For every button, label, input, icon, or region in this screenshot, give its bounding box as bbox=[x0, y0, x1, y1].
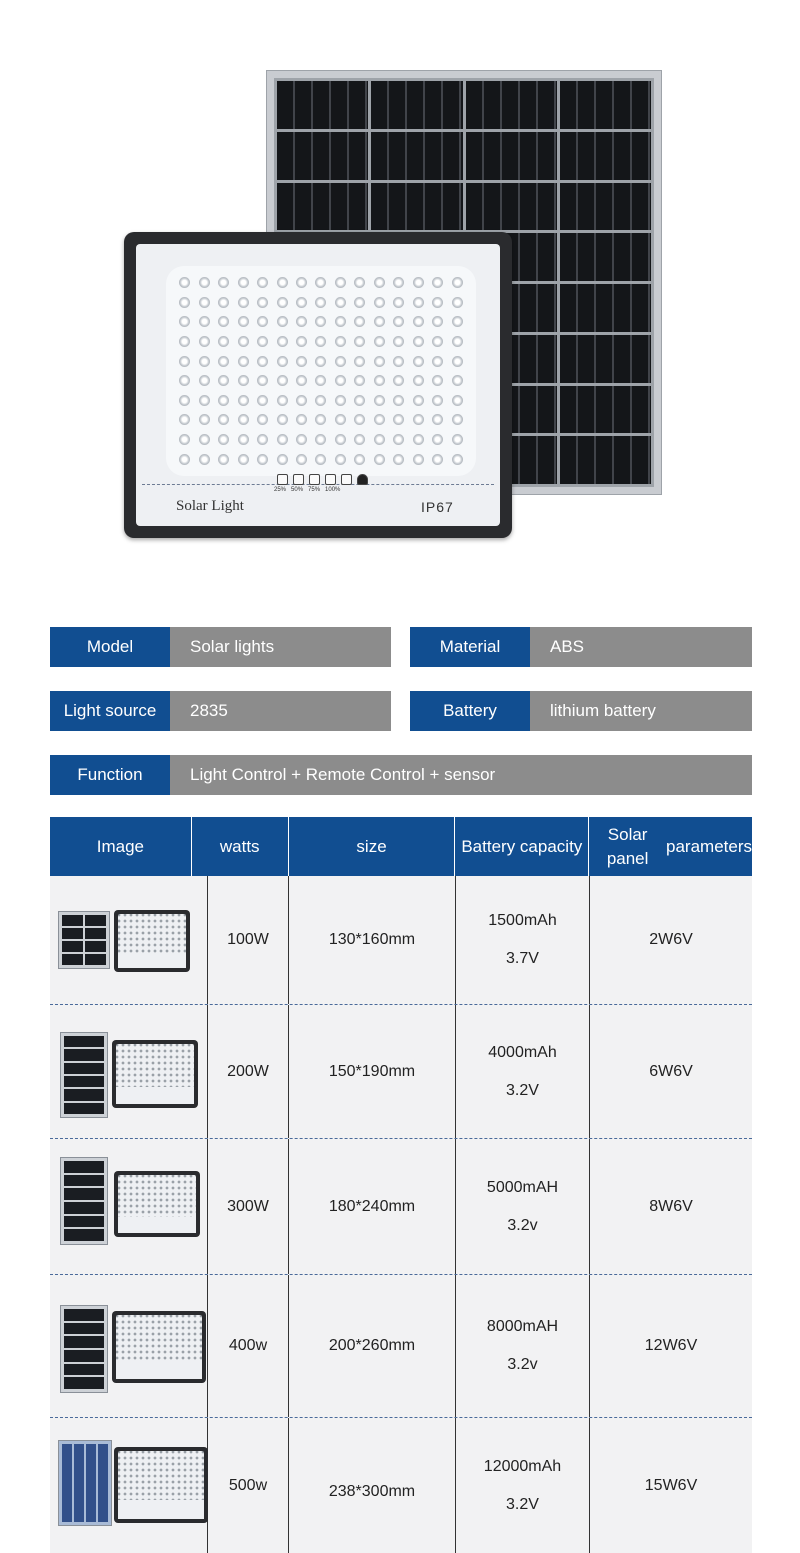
led-dot bbox=[393, 375, 404, 386]
led-dot bbox=[374, 336, 385, 347]
led-dot bbox=[354, 336, 365, 347]
led-dot bbox=[296, 316, 307, 327]
led-dot bbox=[296, 356, 307, 367]
spec-key-material: Material bbox=[410, 627, 530, 667]
row-size: 200*260mm bbox=[288, 1275, 455, 1417]
row-battery bbox=[455, 1418, 589, 1553]
led-dot bbox=[277, 356, 288, 367]
led-dot bbox=[218, 454, 229, 465]
led-dot bbox=[218, 414, 229, 425]
row-battery bbox=[455, 1275, 589, 1417]
led-dot bbox=[277, 414, 288, 425]
spec-key-function: Function bbox=[50, 755, 170, 795]
lamp-brand-label: Solar Light bbox=[176, 498, 244, 514]
product-spec-table bbox=[50, 817, 752, 1553]
led-dot bbox=[413, 454, 424, 465]
led-dot bbox=[218, 395, 229, 406]
indicator-light bbox=[325, 474, 336, 485]
led-dot bbox=[452, 297, 463, 308]
led-dot bbox=[393, 395, 404, 406]
led-dot bbox=[199, 395, 210, 406]
led-dot bbox=[354, 454, 365, 465]
table-row bbox=[50, 1005, 752, 1139]
spec-value-model: Solar lights bbox=[170, 627, 391, 667]
header-battery-capacity: Battery capacity bbox=[455, 817, 589, 876]
led-dot bbox=[238, 414, 249, 425]
row-voltage: 3.2v bbox=[507, 1356, 538, 1373]
led-dot bbox=[374, 434, 385, 445]
header-watts: watts bbox=[192, 817, 289, 876]
led-dot bbox=[432, 395, 443, 406]
led-dot bbox=[179, 434, 190, 445]
row-size: 150*190mm bbox=[288, 1005, 455, 1138]
led-dot bbox=[199, 375, 210, 386]
row-image bbox=[50, 1418, 207, 1553]
row-image bbox=[50, 1005, 207, 1138]
table-row bbox=[50, 876, 752, 1005]
led-dot bbox=[238, 454, 249, 465]
led-dot bbox=[335, 316, 346, 327]
product-thumbnail bbox=[54, 1139, 204, 1274]
row-size: 130*160mm bbox=[288, 876, 455, 1004]
header-solar-panel bbox=[589, 817, 752, 876]
led-dot bbox=[315, 277, 326, 288]
led-dot bbox=[218, 434, 229, 445]
led-dot bbox=[218, 356, 229, 367]
led-dot bbox=[413, 434, 424, 445]
led-dot bbox=[374, 356, 385, 367]
product-thumbnail bbox=[54, 1005, 204, 1138]
led-dot bbox=[413, 375, 424, 386]
row-watts: 400w bbox=[207, 1275, 288, 1417]
spec-key-model: Model bbox=[50, 627, 170, 667]
row-capacity: 5000mAH bbox=[486, 1178, 559, 1196]
led-dot bbox=[393, 434, 404, 445]
led-dot bbox=[335, 277, 346, 288]
row-image bbox=[50, 876, 207, 1004]
spec-function bbox=[50, 755, 752, 795]
led-dot bbox=[238, 434, 249, 445]
led-dot bbox=[452, 356, 463, 367]
led-dot bbox=[199, 316, 210, 327]
led-dot bbox=[432, 277, 443, 288]
led-dot bbox=[354, 316, 365, 327]
led-dot bbox=[393, 297, 404, 308]
table-header bbox=[50, 817, 752, 876]
led-dot bbox=[452, 454, 463, 465]
led-dot bbox=[393, 454, 404, 465]
lamp-ip-rating: IP67 bbox=[421, 499, 454, 515]
led-dot bbox=[452, 336, 463, 347]
row-panel: 12W6V bbox=[589, 1275, 752, 1417]
led-dot bbox=[315, 316, 326, 327]
indicator-labels bbox=[274, 487, 340, 493]
led-dot bbox=[257, 375, 268, 386]
row-voltage: 3.2V bbox=[506, 1496, 539, 1513]
led-dot bbox=[432, 434, 443, 445]
led-dot bbox=[277, 454, 288, 465]
led-dot bbox=[452, 277, 463, 288]
spec-value-material: ABS bbox=[530, 627, 752, 667]
led-dot bbox=[315, 434, 326, 445]
led-dot bbox=[199, 356, 210, 367]
led-dot bbox=[238, 277, 249, 288]
row-battery bbox=[455, 1005, 589, 1138]
product-thumbnail bbox=[54, 1418, 204, 1553]
led-dot bbox=[413, 414, 424, 425]
led-dot bbox=[413, 356, 424, 367]
led-dot bbox=[393, 414, 404, 425]
led-dot bbox=[354, 414, 365, 425]
product-thumbnail bbox=[54, 1275, 204, 1417]
led-dot bbox=[238, 316, 249, 327]
led-dot bbox=[179, 454, 190, 465]
led-dot bbox=[374, 454, 385, 465]
led-dot bbox=[393, 316, 404, 327]
led-dot bbox=[432, 356, 443, 367]
led-dot bbox=[335, 297, 346, 308]
row-panel: 2W6V bbox=[589, 876, 752, 1004]
led-dot bbox=[315, 297, 326, 308]
led-dot bbox=[432, 454, 443, 465]
led-dot bbox=[257, 316, 268, 327]
led-dot bbox=[199, 414, 210, 425]
led-dot bbox=[374, 414, 385, 425]
spec-battery bbox=[410, 691, 752, 731]
led-dot bbox=[277, 395, 288, 406]
led-dot bbox=[238, 395, 249, 406]
spec-key-battery: Battery bbox=[410, 691, 530, 731]
row-panel: 8W6V bbox=[589, 1139, 752, 1274]
led-dot bbox=[335, 375, 346, 386]
led-array bbox=[166, 266, 476, 476]
led-dot bbox=[296, 434, 307, 445]
led-dot bbox=[277, 316, 288, 327]
led-dot bbox=[413, 277, 424, 288]
led-dot bbox=[452, 414, 463, 425]
led-dot bbox=[354, 375, 365, 386]
led-dot bbox=[257, 395, 268, 406]
indicator-label: 50% bbox=[291, 487, 304, 493]
indicator-label: 75% bbox=[308, 487, 321, 493]
led-dot bbox=[315, 375, 326, 386]
header-image: Image bbox=[50, 817, 192, 876]
led-dot bbox=[432, 414, 443, 425]
led-dot bbox=[257, 336, 268, 347]
led-dot bbox=[452, 434, 463, 445]
led-dot bbox=[452, 316, 463, 327]
led-dot bbox=[179, 277, 190, 288]
row-watts: 200W bbox=[207, 1005, 288, 1138]
led-dot bbox=[257, 277, 268, 288]
led-dot bbox=[413, 297, 424, 308]
product-thumbnail bbox=[54, 876, 204, 1004]
flood-light-image bbox=[124, 232, 512, 538]
row-voltage: 3.2v bbox=[507, 1216, 538, 1234]
row-watts: 300W bbox=[207, 1139, 288, 1274]
led-dot bbox=[296, 277, 307, 288]
led-dot bbox=[296, 395, 307, 406]
row-image bbox=[50, 1275, 207, 1417]
row-watts: 500w bbox=[207, 1418, 288, 1553]
spec-light-source bbox=[50, 691, 391, 731]
row-capacity: 8000mAH bbox=[486, 1318, 559, 1335]
led-dot bbox=[179, 395, 190, 406]
led-dot bbox=[335, 356, 346, 367]
led-dot bbox=[315, 454, 326, 465]
indicator-light bbox=[293, 474, 304, 485]
indicator-label: 100% bbox=[325, 487, 341, 493]
spec-value-battery: lithium battery bbox=[530, 691, 752, 731]
led-dot bbox=[374, 375, 385, 386]
led-dot bbox=[335, 454, 346, 465]
led-dot bbox=[296, 414, 307, 425]
row-voltage: 3.7V bbox=[506, 950, 539, 967]
spec-key-light-source: Light source bbox=[50, 691, 170, 731]
led-dot bbox=[257, 454, 268, 465]
led-dot bbox=[199, 336, 210, 347]
indicator-light bbox=[341, 474, 352, 485]
spec-material bbox=[410, 627, 752, 667]
led-dot bbox=[374, 316, 385, 327]
led-dot bbox=[335, 434, 346, 445]
led-dot bbox=[374, 395, 385, 406]
indicator-light bbox=[309, 474, 320, 485]
led-dot bbox=[315, 356, 326, 367]
led-dot bbox=[179, 414, 190, 425]
led-dot bbox=[179, 336, 190, 347]
row-battery bbox=[455, 876, 589, 1004]
table-row bbox=[50, 1418, 752, 1553]
led-dot bbox=[374, 277, 385, 288]
row-watts: 100W bbox=[207, 876, 288, 1004]
led-dot bbox=[354, 277, 365, 288]
led-dot bbox=[238, 375, 249, 386]
product-hero-image bbox=[0, 0, 800, 600]
led-dot bbox=[354, 434, 365, 445]
led-dot bbox=[393, 277, 404, 288]
led-dot bbox=[238, 297, 249, 308]
led-dot bbox=[277, 375, 288, 386]
row-capacity: 1500mAh bbox=[488, 912, 557, 929]
table-row bbox=[50, 1275, 752, 1418]
led-dot bbox=[296, 297, 307, 308]
led-dot bbox=[238, 356, 249, 367]
led-dot bbox=[218, 277, 229, 288]
row-voltage: 3.2V bbox=[506, 1081, 539, 1099]
led-dot bbox=[452, 375, 463, 386]
led-dot bbox=[238, 336, 249, 347]
led-dot bbox=[296, 454, 307, 465]
led-dot bbox=[218, 316, 229, 327]
battery-indicator-row bbox=[277, 474, 368, 485]
led-dot bbox=[218, 336, 229, 347]
led-dot bbox=[296, 375, 307, 386]
led-dot bbox=[452, 395, 463, 406]
led-dot bbox=[432, 336, 443, 347]
led-dot bbox=[199, 434, 210, 445]
sensor-icon bbox=[357, 474, 368, 485]
row-image bbox=[50, 1139, 207, 1274]
led-dot bbox=[218, 375, 229, 386]
led-dot bbox=[179, 356, 190, 367]
row-panel: 15W6V bbox=[589, 1418, 752, 1553]
led-dot bbox=[374, 297, 385, 308]
led-dot bbox=[413, 316, 424, 327]
row-panel: 6W6V bbox=[589, 1005, 752, 1138]
led-dot bbox=[335, 395, 346, 406]
led-dot bbox=[315, 336, 326, 347]
led-dot bbox=[432, 375, 443, 386]
led-dot bbox=[179, 297, 190, 308]
led-dot bbox=[199, 277, 210, 288]
led-dot bbox=[413, 395, 424, 406]
led-dot bbox=[277, 297, 288, 308]
table-row bbox=[50, 1139, 752, 1275]
led-dot bbox=[179, 316, 190, 327]
header-size: size bbox=[289, 817, 456, 876]
spec-value-function: Light Control + Remote Control + sensor bbox=[170, 755, 752, 795]
led-dot bbox=[413, 336, 424, 347]
led-dot bbox=[199, 454, 210, 465]
led-dot bbox=[354, 297, 365, 308]
led-dot bbox=[277, 434, 288, 445]
led-dot bbox=[393, 356, 404, 367]
row-battery bbox=[455, 1139, 589, 1274]
led-dot bbox=[432, 297, 443, 308]
led-dot bbox=[432, 316, 443, 327]
led-dot bbox=[257, 356, 268, 367]
led-dot bbox=[257, 297, 268, 308]
led-dot bbox=[335, 414, 346, 425]
row-capacity: 12000mAh bbox=[483, 1458, 562, 1475]
header-solar-panel-line1: Solar panel bbox=[606, 824, 649, 868]
header-solar-panel-line2: parameters bbox=[666, 836, 752, 856]
indicator-light bbox=[277, 474, 288, 485]
led-dot bbox=[199, 297, 210, 308]
indicator-label: 25% bbox=[274, 487, 287, 493]
row-capacity: 4000mAh bbox=[488, 1043, 557, 1061]
led-dot bbox=[393, 336, 404, 347]
led-dot bbox=[277, 277, 288, 288]
led-dot bbox=[257, 434, 268, 445]
led-dot bbox=[179, 375, 190, 386]
led-dot bbox=[277, 336, 288, 347]
led-dot bbox=[354, 395, 365, 406]
led-dot bbox=[296, 336, 307, 347]
led-dot bbox=[335, 336, 346, 347]
led-dot bbox=[257, 414, 268, 425]
led-dot bbox=[315, 414, 326, 425]
led-dot bbox=[315, 395, 326, 406]
flood-light-face bbox=[136, 244, 500, 526]
spec-model bbox=[50, 627, 391, 667]
led-dot bbox=[354, 356, 365, 367]
led-dot bbox=[218, 297, 229, 308]
row-size: 180*240mm bbox=[288, 1139, 455, 1274]
row-size: 238*300mm bbox=[288, 1418, 455, 1553]
spec-value-light-source: 2835 bbox=[170, 691, 391, 731]
